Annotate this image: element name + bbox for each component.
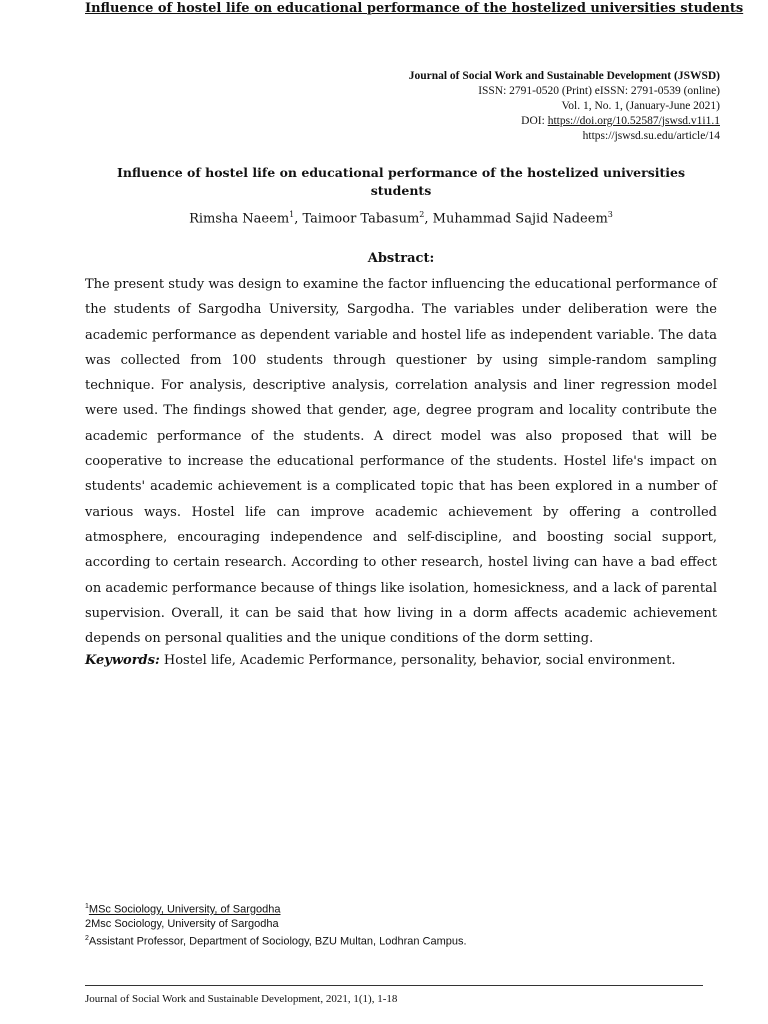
footnote-mark: 2 [85, 934, 89, 942]
footnotes [85, 900, 505, 949]
footnote-text: Assistant Professor, Department of Sociology, BZU Multan, Lodhran Campus. [88, 935, 467, 948]
author-name: Taimoor Tabasum [302, 211, 420, 227]
journal-url: https://jswsd.su.edu/article/14 [582, 130, 720, 142]
keywords [85, 650, 717, 672]
author-name: Muhammad Sajid Nadeem [432, 211, 608, 227]
footnote-text: 2Msc Sociology, University of Sargodha [85, 918, 279, 931]
footer-divider [85, 985, 703, 986]
doi-label: DOI: [521, 115, 548, 127]
abstract-body: The present study was design to examine the factor influencing the educational performance of the students of Sargodha University, Sargodha. The variables under deliberation were the academic performance as dependent variable and hostel life as independent variable. The data was collected from 100 students through questioner by using simple-random sampling technique. For analysis, descriptive analysis, correlation analysis and liner regression model were used. The findings showed that gender, age, degree program and locality contribute the academic performance of the students. A direct model was also proposed that will be cooperative to increase the educational performance of the students. Hostel life's impact on students' academic achievement is a complicated topic that has been explored in a number of various ways. Hostel life can improve academic achievement by offering a controlled atmosphere, encouraging independence and self-discipline, and boosting social support, according to certain research. According to other research, hostel living can have a bad effect on academic performance because of things like isolation, homesickness, and a lack of parental supervision. Overall, it can be said that how living in a dorm affects academic achievement depends on personal qualities and the unique conditions of the dorm setting. [85, 277, 717, 647]
doi-link[interactable]: https://doi.org/10.52587/jswsd.v1i1.1 [547, 115, 720, 127]
author-affiliation-mark: 2 [419, 210, 425, 219]
author-affiliation-mark: 1 [289, 210, 295, 219]
journal-volume: Vol. 1, No. 1, (January-June 2021) [561, 100, 720, 112]
author-list: Rimsha Naeem$^1$, Taimoor Tabasum$^2$, Muhammad Sajid Nadeem$^3$ [189, 210, 613, 227]
page-footer: Journal of Social Work and Sustainable Development, 2021, 1(1), 1-18 [85, 993, 398, 1005]
paper-title: Influence of hostel life on educational performance of the hostelized universities students [116, 165, 686, 198]
journal-issn: ISSN: 2791-0520 (Print) eISSN: 2791-0539 (online) [478, 85, 720, 97]
journal-info [409, 69, 720, 144]
keywords-text: Hostel life, Academic Performance, personality, behavior, social environment. [159, 653, 676, 668]
author-name: Rimsha Naeem [189, 211, 290, 227]
keywords-label: Keywords: [85, 653, 160, 668]
footnote [85, 900, 505, 917]
journal-doi [409, 114, 720, 129]
footnote-mark: 1 [85, 903, 89, 910]
footnote [85, 932, 505, 949]
journal-name: Journal of Social Work and Sustainable Development (JSWSD) [408, 70, 720, 82]
abstract-heading: Abstract: [367, 251, 435, 266]
author-affiliation-mark: 3 [607, 210, 613, 219]
footnote-text: MSc Sociology, University, of Sargodha [88, 903, 281, 916]
footnote [85, 917, 505, 932]
running-header: Influence of hostel life on educational performance of the hostelized universities students [85, 1, 744, 16]
